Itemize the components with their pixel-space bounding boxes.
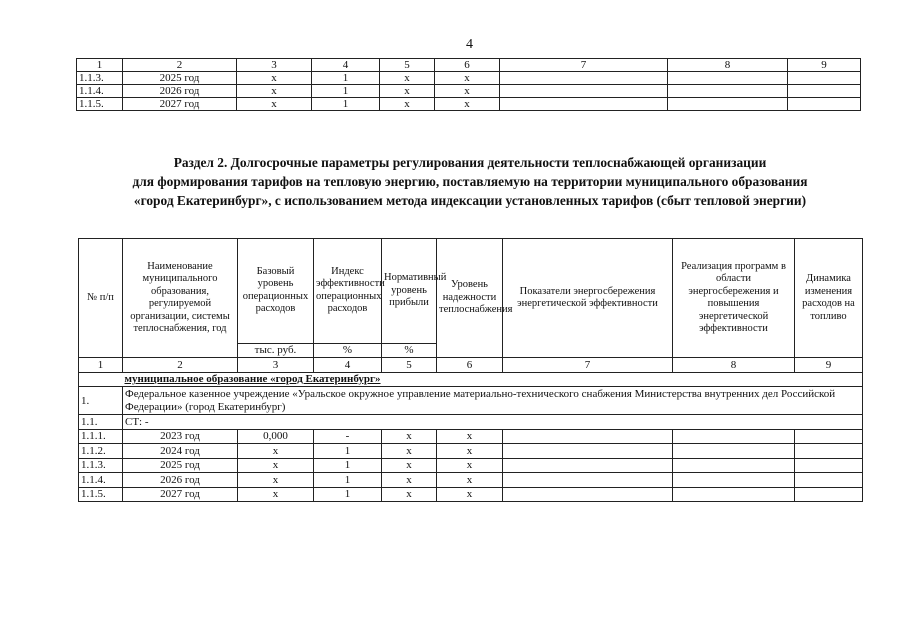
cell [503,444,673,459]
row-number: 1.1.4. [77,85,123,98]
cell [673,444,795,459]
page-number: 4 [466,37,473,52]
cell: х [382,487,437,502]
section-title-line: для формирования тарифов на тепловую энергию, поставляемую на территории муниципального образования [132,174,808,189]
header-name: Наименование муниципального образования, регулируемой организации, системы теплоснабжения, год [123,239,238,358]
system-row [79,415,863,430]
municipality-row [79,372,863,387]
cell [500,72,668,85]
cell: х [437,429,503,444]
cell [668,98,788,111]
cell: 1 [312,85,380,98]
cell [795,487,863,502]
cell: х [382,444,437,459]
header-reliability: Уровень надежности теплоснабжения [437,239,503,358]
cell [668,72,788,85]
col-number: 9 [795,358,863,373]
cell: х [238,444,314,459]
header-programs: Реализация программ в области энергосбережения и повышения энергетической эффективности [673,239,795,358]
section-title-line: Раздел 2. Долгосрочные параметры регулирования деятельности теплоснабжающей организации [173,155,767,170]
cell: х [237,85,312,98]
cell [795,458,863,473]
row-year: 2025 год [123,72,237,85]
row-year: 2024 год [123,444,238,459]
cell: х [382,429,437,444]
cell [673,473,795,488]
col-number: 3 [237,59,312,72]
cell: 1 [314,458,382,473]
header-num: № п/п [79,239,123,358]
table-row [79,487,863,502]
system-name: СТ: - [123,415,863,430]
col-number: 5 [380,59,435,72]
cell: 1 [314,487,382,502]
cell [503,473,673,488]
section-title [70,153,870,210]
col-number: 4 [314,358,382,373]
cell: х [380,85,435,98]
cell [788,85,861,98]
row-year: 2023 год [123,429,238,444]
cell: х [437,444,503,459]
cell [500,85,668,98]
cell: х [435,85,500,98]
col-number: 1 [79,358,123,373]
top-table-col-numbers [77,59,861,72]
header-fuel-dynamics: Динамика изменения расходов на топливо [795,239,863,358]
cell [500,98,668,111]
cell: 1 [312,72,380,85]
cell [503,429,673,444]
row-number: 1.1.5. [79,487,123,502]
unit-label: % [314,343,382,358]
cell: х [437,487,503,502]
col-number: 5 [382,358,437,373]
municipality-name: муниципальное образование «город Екатеринбург» [124,373,381,386]
parameters-table [78,238,863,502]
row-number: 1. [79,387,123,415]
cell [673,487,795,502]
row-number: 1.1.4. [79,473,123,488]
row-number: 1.1.1. [79,429,123,444]
cell: х [437,473,503,488]
cell: х [238,458,314,473]
row-number: 1.1.3. [77,72,123,85]
col-number: 2 [123,59,237,72]
row-year: 2027 год [123,487,238,502]
col-number: 1 [77,59,123,72]
row-year: 2025 год [123,458,238,473]
cell: х [237,72,312,85]
cell [795,429,863,444]
organization-name: Федеральное казенное учреждение «Уральское окружное управление материально-технического снабжения Министерства внутренних дел Российской Федерации» (город Екатеринбург) [123,387,863,415]
unit-label: % [382,343,437,358]
cell: х [237,98,312,111]
col-number: 4 [312,59,380,72]
col-number: 2 [123,358,238,373]
organization-row [79,387,863,415]
col-number: 8 [673,358,795,373]
header-base-opex: Базовый уровень операционных расходов [238,239,314,344]
cell: 1 [312,98,380,111]
cell: х [238,473,314,488]
table-row [77,85,861,98]
cell [795,444,863,459]
cell: 1 [314,444,382,459]
cell: х [238,487,314,502]
row-number: 1.1.3. [79,458,123,473]
header-row [79,239,863,344]
table-row [79,458,863,473]
cell [795,473,863,488]
table-row [77,72,861,85]
col-number: 7 [500,59,668,72]
row-number: 1.1.2. [79,444,123,459]
col-number: 7 [503,358,673,373]
cell: х [435,98,500,111]
table-row [79,429,863,444]
cell [503,487,673,502]
table-row [79,444,863,459]
table-row [77,98,861,111]
cell [673,429,795,444]
cell: х [380,72,435,85]
row-number: 1.1. [79,415,123,430]
col-number: 3 [238,358,314,373]
cell: х [437,458,503,473]
header-efficiency-index: Индекс эффективности операционных расходов [314,239,382,344]
top-table [76,58,861,111]
header-energy-saving: Показатели энергосбережения энергетической эффективности [503,239,673,358]
cell [79,372,123,387]
col-number: 9 [788,59,861,72]
cell: х [382,473,437,488]
col-number: 6 [437,358,503,373]
col-number: 8 [668,59,788,72]
cell: 0,000 [238,429,314,444]
cell: х [382,458,437,473]
cell [788,72,861,85]
cell [673,458,795,473]
row-year: 2027 год [123,98,237,111]
cell [788,98,861,111]
unit-label: тыс. руб. [238,343,314,358]
cell: х [435,72,500,85]
cell [668,85,788,98]
col-numbers-row [79,358,863,373]
header-profit-level: Нормативный уровень прибыли [382,239,437,344]
cell: - [314,429,382,444]
row-year: 2026 год [123,85,237,98]
cell: 1 [314,473,382,488]
row-year: 2026 год [123,473,238,488]
col-number: 6 [435,59,500,72]
section-title-line: «город Екатеринбург», с использованием метода индексации установленных тарифов (сбыт тепловой энергии) [133,193,807,208]
cell: х [380,98,435,111]
row-number: 1.1.5. [77,98,123,111]
table-row [79,473,863,488]
cell [503,458,673,473]
